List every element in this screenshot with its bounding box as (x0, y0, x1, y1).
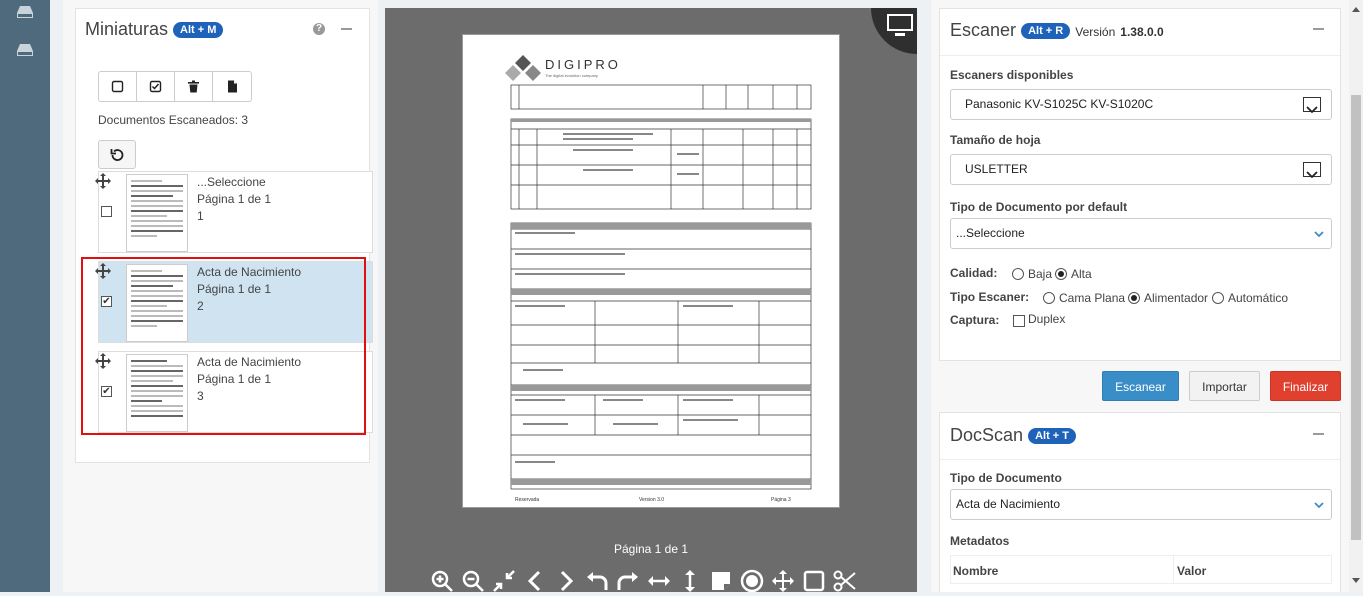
column-value: Valor (1177, 564, 1207, 578)
scanner-value: Panasonic KV-S1025C KV-S1020C (965, 97, 1154, 111)
version-number: 1.38.0.0 (1120, 25, 1164, 39)
feeder-radio[interactable] (1128, 291, 1208, 305)
sheet-size-value: USLETTER (965, 162, 1028, 176)
collapse-icon[interactable] (341, 28, 352, 30)
finish-button[interactable]: Finalizar (1270, 371, 1341, 401)
rotate-right-icon[interactable] (616, 569, 640, 593)
deselect-all-button[interactable] (99, 72, 137, 101)
document-number: 1 (197, 209, 204, 223)
document-type: Acta de Nacimiento (197, 265, 302, 279)
monitor-button[interactable] (871, 8, 917, 54)
flatbed-radio[interactable] (1043, 291, 1125, 305)
miniaturas-panel (75, 8, 370, 463)
escaner-title: Escaner (950, 20, 1017, 40)
rotate-left-icon[interactable] (585, 569, 609, 593)
scanner-select[interactable] (950, 89, 1332, 120)
default-doctype-value: ...Seleccione (956, 226, 1025, 240)
chevron-down-icon[interactable] (1303, 162, 1321, 177)
document-info (197, 174, 271, 225)
document-footer-center: Version 3.0 (639, 497, 665, 503)
checkbox-icon[interactable] (1013, 315, 1025, 327)
square-icon (111, 80, 124, 93)
chevron-down-icon[interactable] (1313, 228, 1325, 240)
panel-title (950, 20, 1164, 41)
scrollbar-thumb[interactable] (1351, 95, 1361, 540)
doctype-label: Tipo de Documento (950, 471, 1062, 485)
document-checkbox[interactable]: ✔ (102, 386, 111, 397)
metadata-table-header (950, 555, 1332, 584)
scanned-count: Documentos Escaneados: 3 (98, 113, 249, 127)
viewer-toolbar (430, 569, 857, 593)
quality-high-radio[interactable] (1055, 267, 1092, 281)
radio-icon[interactable] (1043, 292, 1055, 304)
scan-button[interactable]: Escanear (1102, 371, 1179, 401)
document-page: Página 1 de 1 (197, 282, 272, 296)
quality-low-radio[interactable] (1012, 267, 1052, 281)
document-logo-sub: The digital evolution company (545, 73, 598, 78)
select-icon[interactable] (802, 569, 826, 593)
next-icon[interactable] (554, 569, 578, 593)
document-logo: DIGIPRO (545, 57, 621, 72)
document-number: 3 (197, 389, 204, 403)
sheet-size-select[interactable] (950, 154, 1332, 185)
check-square-icon (149, 80, 162, 93)
shortcut-badge: Alt + R (1021, 23, 1070, 39)
radio-label: Baja (1028, 267, 1053, 281)
document-checkbox[interactable]: ✔ (102, 296, 111, 307)
move-icon[interactable] (95, 173, 111, 189)
column-name: Nombre (953, 564, 999, 578)
prev-icon[interactable] (523, 569, 547, 593)
scroll-up-icon[interactable] (1352, 6, 1360, 12)
duplex-checkbox[interactable] (1013, 311, 1065, 327)
radio-icon[interactable] (1055, 268, 1067, 280)
monitor-icon (886, 13, 914, 37)
zoom-in-icon[interactable] (430, 569, 454, 593)
import-button[interactable]: Importar (1189, 371, 1260, 401)
miniaturas-title: Miniaturas (85, 19, 169, 39)
scroll-down-icon[interactable] (1352, 578, 1360, 584)
delete-button[interactable] (175, 72, 213, 101)
collapse-icon[interactable] (1313, 433, 1324, 435)
radio-icon[interactable] (1012, 268, 1024, 280)
chevron-down-icon[interactable] (1313, 499, 1325, 511)
undo-icon (110, 147, 125, 162)
sheet-size-label: Tamaño de hoja (950, 133, 1041, 147)
left-sidebar (0, 0, 50, 592)
drive-icon[interactable] (17, 43, 33, 57)
default-doctype-select[interactable] (950, 218, 1332, 249)
chevron-down-icon[interactable] (1303, 97, 1321, 112)
radio-label: Automático (1228, 291, 1289, 305)
document-page: Página 1 de 1 (197, 192, 272, 206)
docscan-title: DocScan (950, 425, 1024, 445)
document-footer-left: Reservada (515, 497, 540, 503)
radio-label: Alimentador (1144, 291, 1209, 305)
duplex-label: Duplex (1028, 312, 1066, 326)
note-icon[interactable] (709, 569, 733, 593)
circle-icon[interactable] (740, 569, 764, 593)
document-page: Página 1 de 1 (197, 372, 272, 386)
default-doctype-label: Tipo de Documento por default (950, 200, 1128, 214)
selection-highlight (81, 257, 366, 435)
trash-icon (187, 80, 200, 93)
scrollbar[interactable] (1349, 0, 1363, 592)
metadata-label: Metadatos (950, 534, 1010, 548)
document-item[interactable] (98, 171, 373, 253)
scanned-page[interactable] (462, 34, 840, 508)
crop-icon[interactable] (833, 569, 857, 593)
page-indicator: Página 1 de 1 (613, 542, 689, 556)
shortcut-badge: Alt + M (173, 22, 223, 38)
panel-title (85, 19, 223, 40)
compress-icon[interactable] (492, 569, 516, 593)
shortcut-badge: Alt + T (1028, 428, 1076, 444)
right-column (931, 0, 1349, 592)
radio-icon[interactable] (1212, 292, 1224, 304)
automatic-radio[interactable] (1212, 291, 1288, 305)
help-icon[interactable]: ? (313, 23, 325, 35)
document-footer-right: Página 3 (771, 497, 791, 503)
radio-label: Alta (1071, 267, 1092, 281)
scanned-form (463, 35, 841, 509)
quality-label: Calidad: (950, 266, 998, 280)
radio-label: Cama Plana (1059, 291, 1126, 305)
new-document-button[interactable] (213, 72, 251, 101)
doctype-select[interactable] (950, 489, 1332, 520)
refresh-button[interactable] (98, 140, 136, 169)
panel-title (950, 425, 1076, 446)
scan-type-label: Tipo Escaner: (950, 290, 1030, 304)
document-number: 2 (197, 299, 204, 313)
doctype-value: Acta de Nacimiento (956, 497, 1061, 511)
drive-icon[interactable] (17, 5, 33, 19)
document-thumbnail[interactable] (126, 174, 188, 252)
fit-width-icon[interactable] (647, 569, 671, 593)
file-icon (226, 80, 239, 93)
move-icon[interactable] (771, 569, 795, 593)
docscan-panel (939, 412, 1341, 592)
escaner-panel (939, 8, 1341, 361)
radio-icon[interactable] (1128, 292, 1140, 304)
document-type: Acta de Nacimiento (197, 355, 302, 369)
zoom-out-icon[interactable] (461, 569, 485, 593)
version-label: Versión (1075, 25, 1116, 39)
fit-height-icon[interactable] (678, 569, 702, 593)
thumbnail-toolbar (98, 71, 252, 102)
capture-label: Captura: (950, 313, 1000, 327)
scanners-label: Escaners disponibles (950, 68, 1074, 82)
document-checkbox[interactable] (101, 206, 112, 217)
document-viewer[interactable] (385, 8, 917, 592)
thumbnails-column (63, 0, 378, 592)
collapse-icon[interactable] (1313, 28, 1324, 30)
select-all-button[interactable] (137, 72, 175, 101)
document-type: ...Seleccione (197, 175, 266, 189)
